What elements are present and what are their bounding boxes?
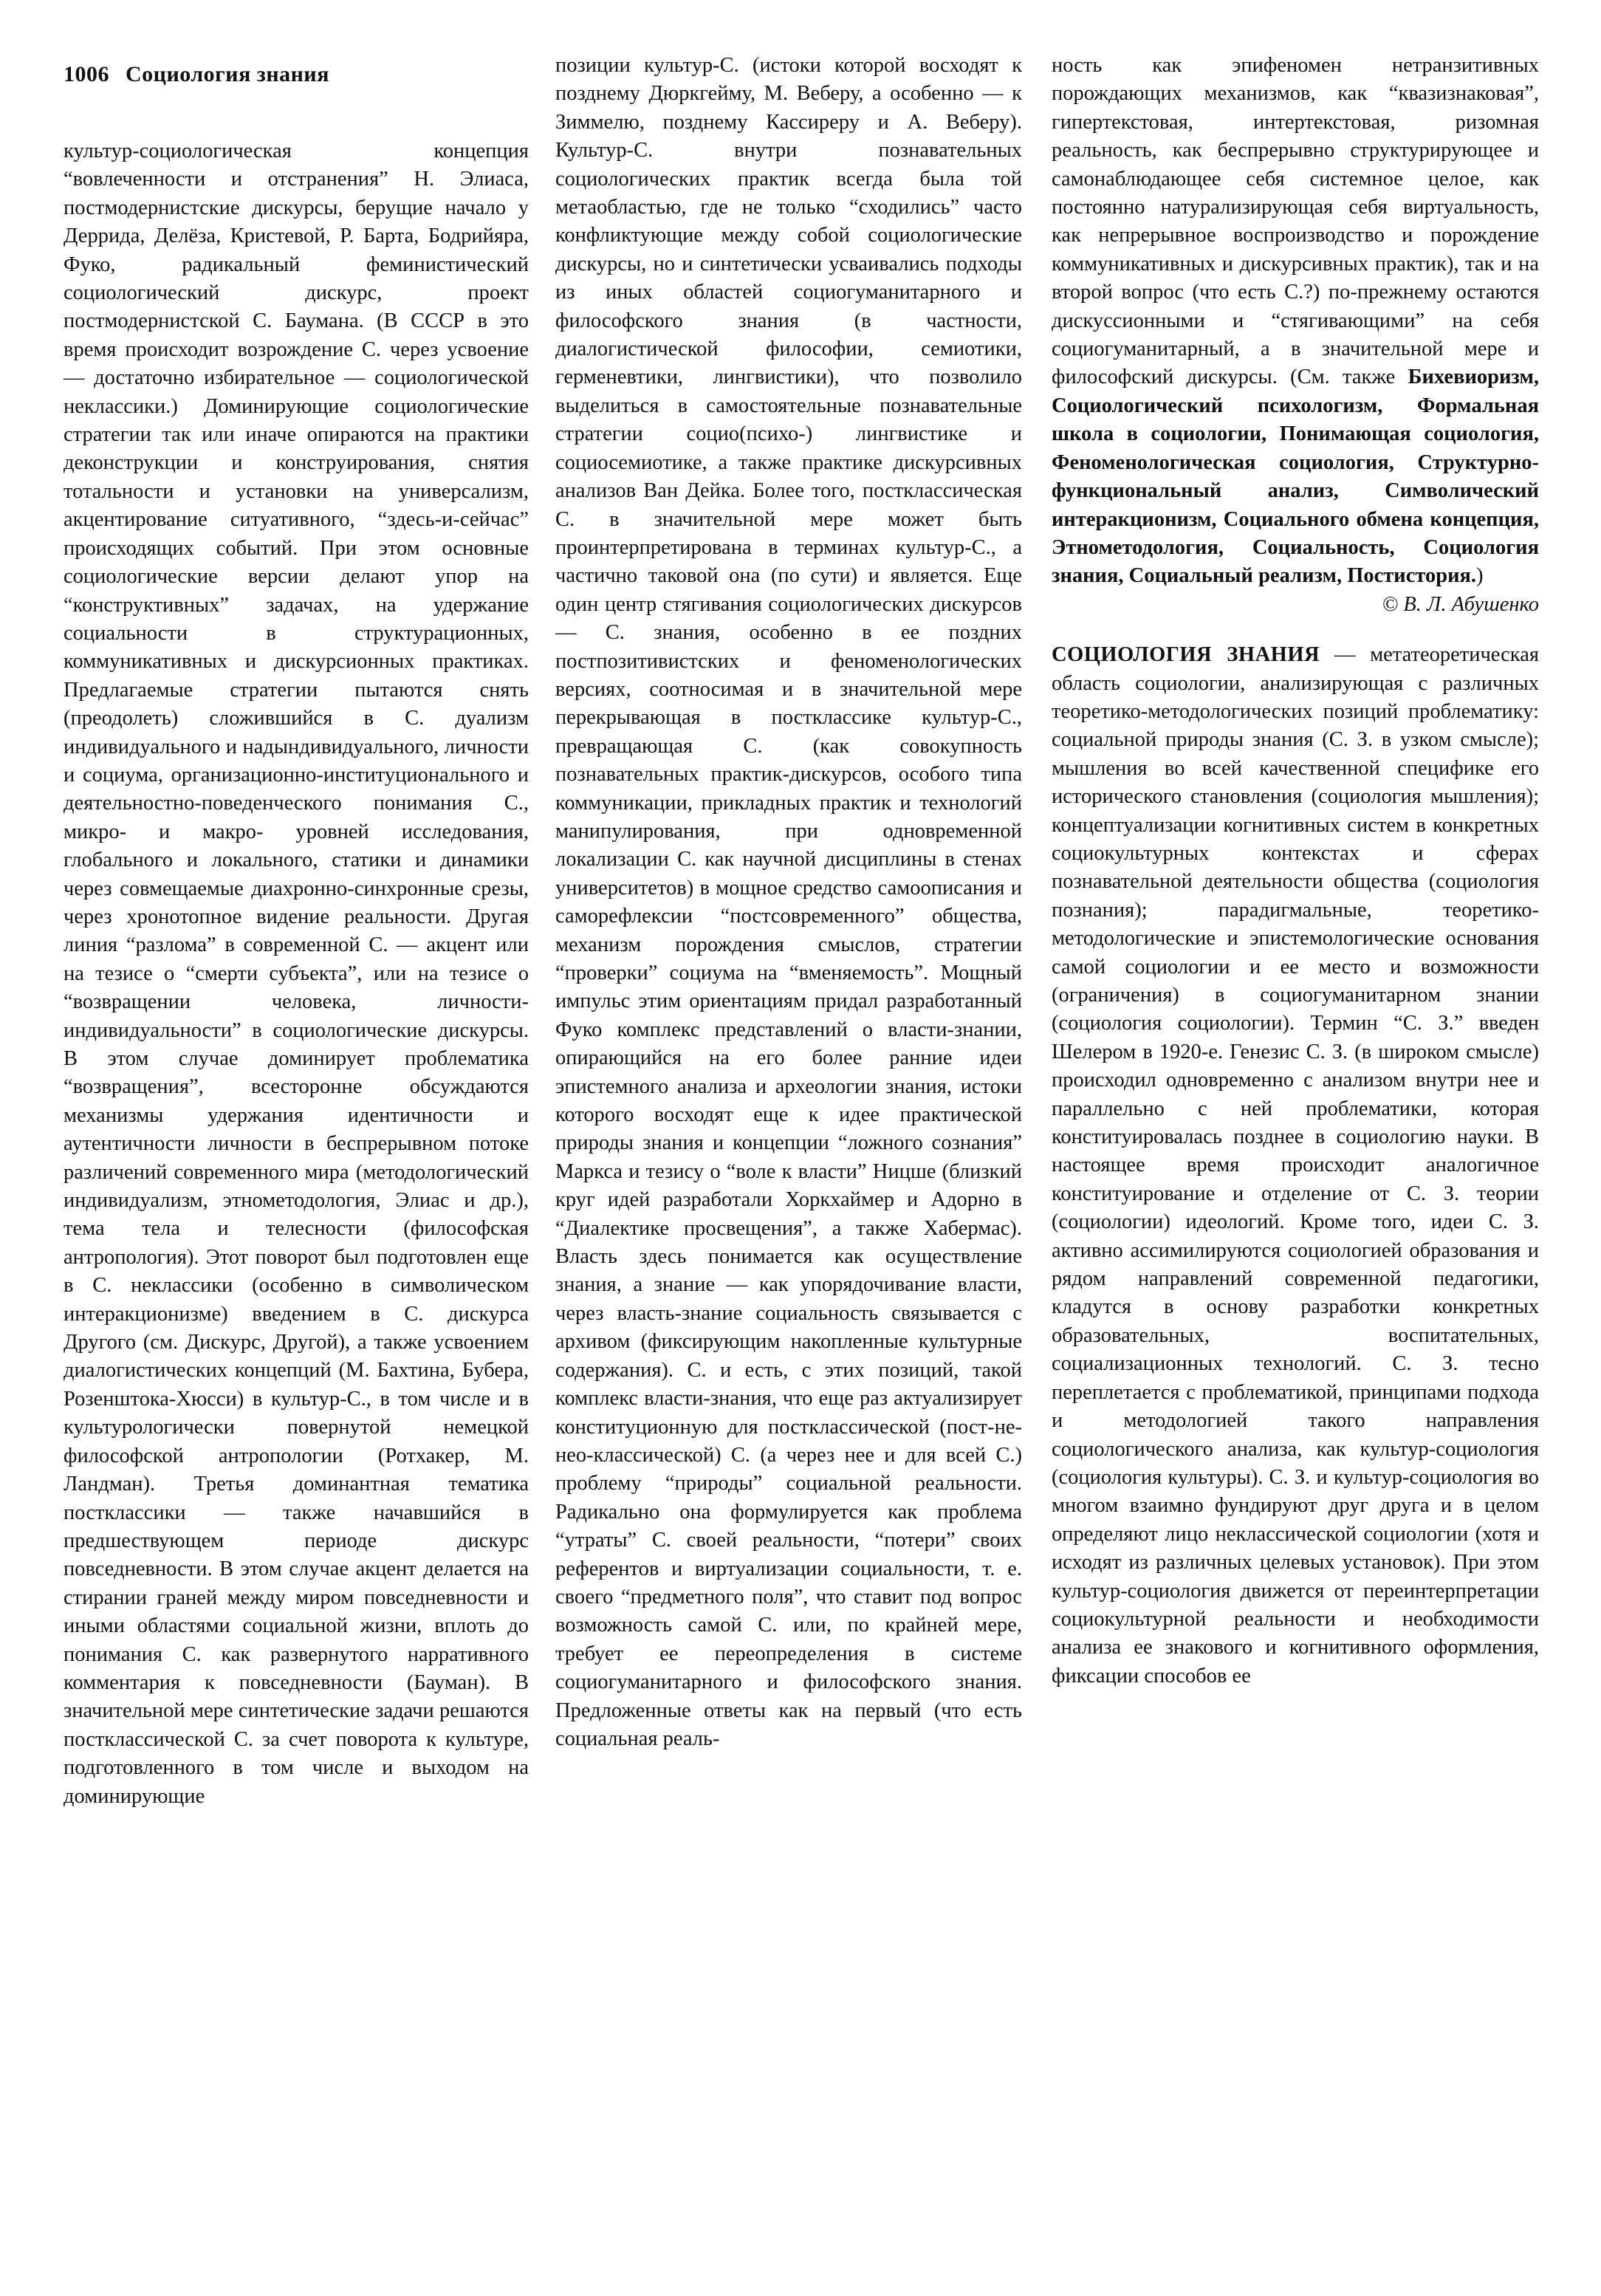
see-also-references: Бихевиоризм, Социологический психологизм, Формальная школа в социологии, Понимающая социология, Феноменологическая социология, Структурно-функциональный анализ, Символический интеракционизм, Социального обмена концепция, Этнометодология, Социальность, Социология знания, Социальный реализм, Постистория. [1052, 366, 1539, 588]
text-column-2 [555, 52, 1022, 2282]
running-header [64, 62, 329, 87]
entry-title: СОЦИОЛОГИЯ ЗНАНИЯ [1052, 643, 1320, 667]
paragraph-continued: культур-социологическая концепция “вовлеченности и отстранения” Н. Элиаса, постмодернистские дискурсы, берущие начало у Деррида, Делёза, Кристевой, Р. Барта, Бодрийяра, Фуко, радикальный феминистический социологический дискурс, проект постмодернистской С. Баумана. (В СССР в это время происходит возрождение С. через усвоение — достаточно избирательное — социологической неклассики.) Доминирующие социологические стратегии так или иначе опираются на практики деконструкции и конструирования, снятия тотальности и установки на универсализм, акцентирование ситуативного, “здесь-и-сейчас” происходящих событий. При этом основные социологические версии делают упор на “конструктивных” задачах, на удержание социальности в структурационных, коммуникативных и дискурсионных практиках. Предлагаемые стратегии пытаются снять (преодолеть) сложившийся в С. дуализм индивидуального и надындивидуального, личности и социума, организационно-институционального и деятельностно-поведенческого понимания С., микро- и макро- уровней исследования, глобального и локального, статики и динамики через совмещаемые диахронно-синхронные срезы, через хронотопное видение реальности. Другая линия “разлома” в современной С. — акцент или на тезисе о “смерти субъекта”, или на тезисе о “возвращении человека, личности-индивидуальности” в социологические дискурсы. В этом случае доминирует проблематика “возвращения”, всесторонне обсуждаются механизмы удержания идентичности и аутентичности личности в беспрерывном потоке различений современного мира (методологический индивидуализм, этнометодология, Элиас и др.), тема тела и телесности (философская антропология). Этот поворот был подготовлен еще в С. неклассики (особенно в символическом интеракционизме) введением в С. дискурса Другого (см. Дискурс, Другой), а также усвоением диалогистических концепций (М. Бахтина, Бубера, Розенштока-Хюсси) в культур-С., в том числе и в культурологически повернутой немецкой философской антропологии (Ротхакер, М. Ландман). Третья доминантная тематика постклассики — также начавшийся в предшествующем периоде дискурс повседневности. В этом случае акцент делается на стирании граней между миром повседневности и иными областями социальной жизни, вплоть до понимания С. как развернутого нарративного комментария к повседневности (Бауман). В значительной мере синтетические задачи решаются постклассической С. за счет поворота к культуре, подготовленного в том числе и выходом на доминирующие [64, 140, 529, 1808]
paragraph-text: ность как эпифеномен нетранзитивных порождающих механизмов, как “квазизнаковая”, гипертекстовая, интертекстовая, ризомная реальность, как беспрерывно структурирующее и самонаблюдающее себя системное целое, как постоянно натурализирующая себя виртуальность, как непрерывное воспроизводство и порождение коммуникативных и дискурсивных практик), так и на второй вопрос (что есть С.?) по-прежнему остаются дискуссионными и “стягивающими” на себя социогуманитарный, а в значительной мере и философский дискурсы. (См. также [1052, 54, 1539, 389]
paragraph-continued: позиции культур-С. (истоки которой восходят к позднему Дюркгейму, М. Веберу, а особенно — к Зиммелю, позднему Кассиреру и А. Веберу). Культур-С. внутри познавательных социологических практик всегда была той метаобластью, где не только “сходились” часто конфликтующие между собой социологические дискурсы, но и синтетически усваивались подходы из иных областей социогуманитарного и философского знания (в частности, диалогистической философии, семиотики, герменевтики, лингвистики), что позволило выделиться в самостоятельные познавательные стратегии социо(психо-) лингвистике и социосемиотике, а также практике дискурсивных анализов Ван Дейка. Более того, постклассическая С. в значительной мере может быть проинтерпретирована в терминах культур-С., а частично таковой она (по сути) и является. Еще один центр стягивания социологических дискурсов — С. знания, особенно в ее поздних постпозитивистских и феноменологических версиях, соотносимая и в значительной мере перекрывающая в постклассике культур-С., превращающая С. (как совокупность познавательных практик-дискурсов, особого типа коммуникации, прикладных практик и технологий манипулирования, при одновременной локализации С. как научной дисциплины в стенах университетов) в мощное средство самоописания и саморефлексии “постсовременного” общества, механизм порождения смыслов, стратегии “проверки” социума на “вменяемость”. Мощный импульс этим ориентациям придал разработанный Фуко комплекс представлений о власти-знании, опирающийся на его более ранние идеи эпистемного анализа и археологии знания, истоки которого восходят еще к идее практической природы знания и концепции “ложного сознания” Маркса и тезису о “воле к власти” Ницше (близкий круг идей разработали Хоркхаймер и Адорно в “Диалектике просвещения”, а также Хабермас). Власть здесь понимается как осуществление знания, а знание — как упорядочивание власти, через власть-знание социальность связывается с архивом (фиксирующим накопленные культурные содержания). С. и есть, с этих позиций, такой комплекс власти-знания, что еще раз актуализирует конституционную для постклассической (пост-не-нео-классической) С. (а через нее и для всей С.) проблему “природы” социальной реальности. Радикально она формулируется как проблема “утраты” С. своей реальности, “потери” своих референтов и виртуализации социальности, т. е. своего “предметного поля”, что ставит под вопрос возможность самой С. или, по крайней мере, требует ее переопределения в системе социогуманитарного и философского знания. Предложенные ответы как на первый (что есть социальная реаль- [555, 54, 1022, 1750]
running-title: Социология знания [126, 62, 329, 86]
text-column-3 [1052, 52, 1539, 2282]
author-signature: © В. Л. Абушенко [1382, 592, 1539, 616]
entry-text: — метатеоретическая область социологии, анализирующая с различных теоретико-методологических позиций проблематику: социальной природы знания (С. З. в узком смысле); мышления во всей качественной специфике его исторического становления (социология мышления); концептуализации когнитивных систем в конкретных социокультурных контекстах и сферах познавательной деятельности общества (социология познания); парадигмальные, теоретико-методологические и эпистемологические основания самой социологии и ее место и возможности (ограничения) в социогуманитарном знании (социология социологии). Термин “С. З.” введен Шелером в 1920-е. Генезис С. З. (в широком смысле) происходил одновременно с анализом внутри нее и параллельно с ней проблематики, которая конституировалась позднее в социологию науки. В настоящее время происходит аналогичное конституирование и отделение от С. З. теории (социологии) идеологий. Кроме того, идеи С. З. активно ассимилируются социологией образования и рядом направлений современной педагогики, кладутся в основу разработки конкретных образовательных, воспитательных, социализационных технологий. С. З. тесно переплетается с проблематикой, принципами подхода и методологией такого направления социологического анализа, как культур-социология (социология культуры). С. З. и культур-социология во многом взаимно фундируют друг друга и в целом определяют лицо неклассической социологии (хотя и исходят из различных целевых установок). При этом культур-социология движется от переинтерпретации социокультурной реальности и необходимости анализа ее знакового и когнитивного оформления, фиксации способов ее [1052, 643, 1539, 1687]
text-column-1 [64, 137, 529, 2279]
page-number: 1006 [64, 62, 109, 86]
dictionary-entry [1052, 641, 1539, 1690]
closing-parenthesis: ) [1476, 564, 1484, 588]
paragraph-ending [1052, 52, 1539, 591]
